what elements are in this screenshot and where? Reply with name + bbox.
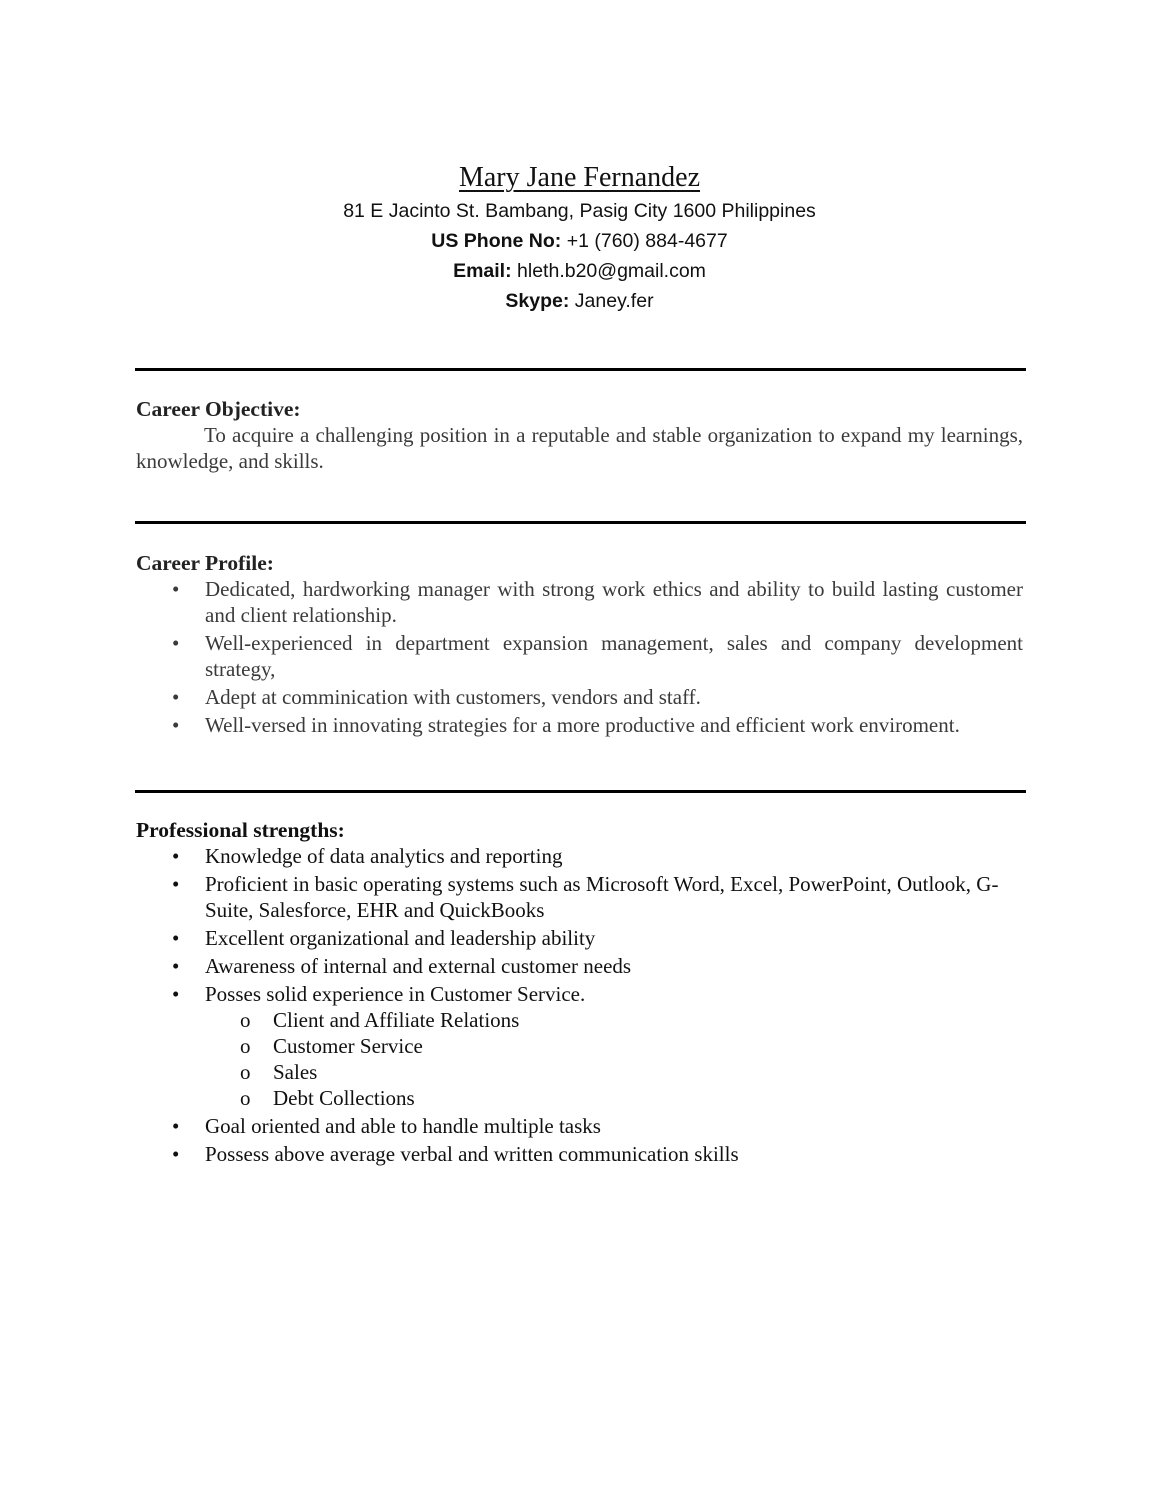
strengths-list-continued [136,1113,1023,1167]
bullet-icon: • [172,982,180,1006]
address: 81 E Jacinto St. Bambang, Pasig City 1600 Philippines [343,200,816,222]
sub-list-item-text: Client and Affiliate Relations [273,1008,520,1032]
list-item-text: Posses solid experience in Customer Service. [205,982,586,1006]
sub-list-item-text: Debt Collections [273,1086,415,1110]
email-label: Email: [453,260,512,282]
list-item [136,1141,1023,1167]
list-item-text: Knowledge of data analytics and reporting [205,844,563,868]
career-objective-section [136,396,1023,474]
circle-bullet-icon: o [240,1034,251,1058]
sub-list-item [136,1033,1023,1059]
list-item-text: Well-versed in innovating strategies for a more productive and efficient work enviroment. [205,713,960,737]
objective-text: To acquire a challenging position in a reputable and stable organization to expand my learnings, knowledge, and skills. [136,423,1023,473]
applicant-name: Mary Jane Fernandez [458,162,700,193]
circle-bullet-icon: o [240,1060,251,1084]
bullet-icon: • [172,631,180,655]
sub-list-item [136,1059,1023,1085]
list-item-text: Excellent organizational and leadership ability [205,926,596,950]
skype-value: Janey.fer [574,290,654,312]
list-item-text: Awareness of internal and external customer needs [205,954,632,978]
email-value: hleth.b20@gmail.com [517,260,706,282]
bullet-icon: • [172,1142,180,1166]
strengths-list [136,843,1023,1007]
list-item [136,684,1023,710]
list-item [136,981,1023,1007]
list-item-text: Possess above average verbal and written communication skills [205,1142,739,1166]
list-item [136,871,1023,923]
career-profile-section [136,550,1023,740]
profile-list [136,576,1023,738]
phone-value: +1 (760) 884-4677 [566,230,728,252]
circle-bullet-icon: o [240,1086,251,1110]
divider [135,521,1026,524]
bullet-icon: • [172,844,180,868]
list-item [136,953,1023,979]
professional-strengths-section [136,817,1023,1169]
sub-list-item-text: Sales [273,1060,318,1084]
bullet-icon: • [172,685,180,709]
list-item-text: Adept at comminication with customers, vendors and staff. [205,685,701,709]
phone-line [0,226,1159,256]
list-item [136,712,1023,738]
list-item-text: Goal oriented and able to handle multiple tasks [205,1114,601,1138]
bullet-icon: • [172,926,180,950]
list-item-text: Proficient in basic operating systems such as Microsoft Word, Excel, PowerPoint, Outlook, G-Suite, Salesforce, EHR and QuickBooks [205,872,999,922]
list-item [136,576,1023,628]
list-item [136,843,1023,869]
list-item [136,925,1023,951]
section-heading: Career Objective: [136,397,301,421]
section-heading: Career Profile: [136,551,274,575]
sub-list-item-text: Customer Service [273,1034,423,1058]
skype-label: Skype: [505,290,570,312]
list-item-text: Dedicated, hardworking manager with strong work ethics and ability to build lasting customer and client relationship. [205,577,1023,627]
skype-line [0,286,1159,316]
list-item [136,630,1023,682]
section-heading: Professional strengths: [136,818,345,842]
resume-header [0,160,1159,316]
list-item [136,1113,1023,1139]
customer-service-sublist [136,1007,1023,1111]
divider [135,790,1026,793]
email-line [0,256,1159,286]
bullet-icon: • [172,577,180,601]
bullet-icon: • [172,1114,180,1138]
bullet-icon: • [172,713,180,737]
sub-list-item [136,1085,1023,1111]
list-item-text: Well-experienced in department expansion management, sales and company development strategy, [205,631,1023,681]
sub-list-item [136,1007,1023,1033]
bullet-icon: • [172,872,180,896]
divider [135,368,1026,371]
circle-bullet-icon: o [240,1008,251,1032]
phone-label: US Phone No: [431,230,562,252]
bullet-icon: • [172,954,180,978]
